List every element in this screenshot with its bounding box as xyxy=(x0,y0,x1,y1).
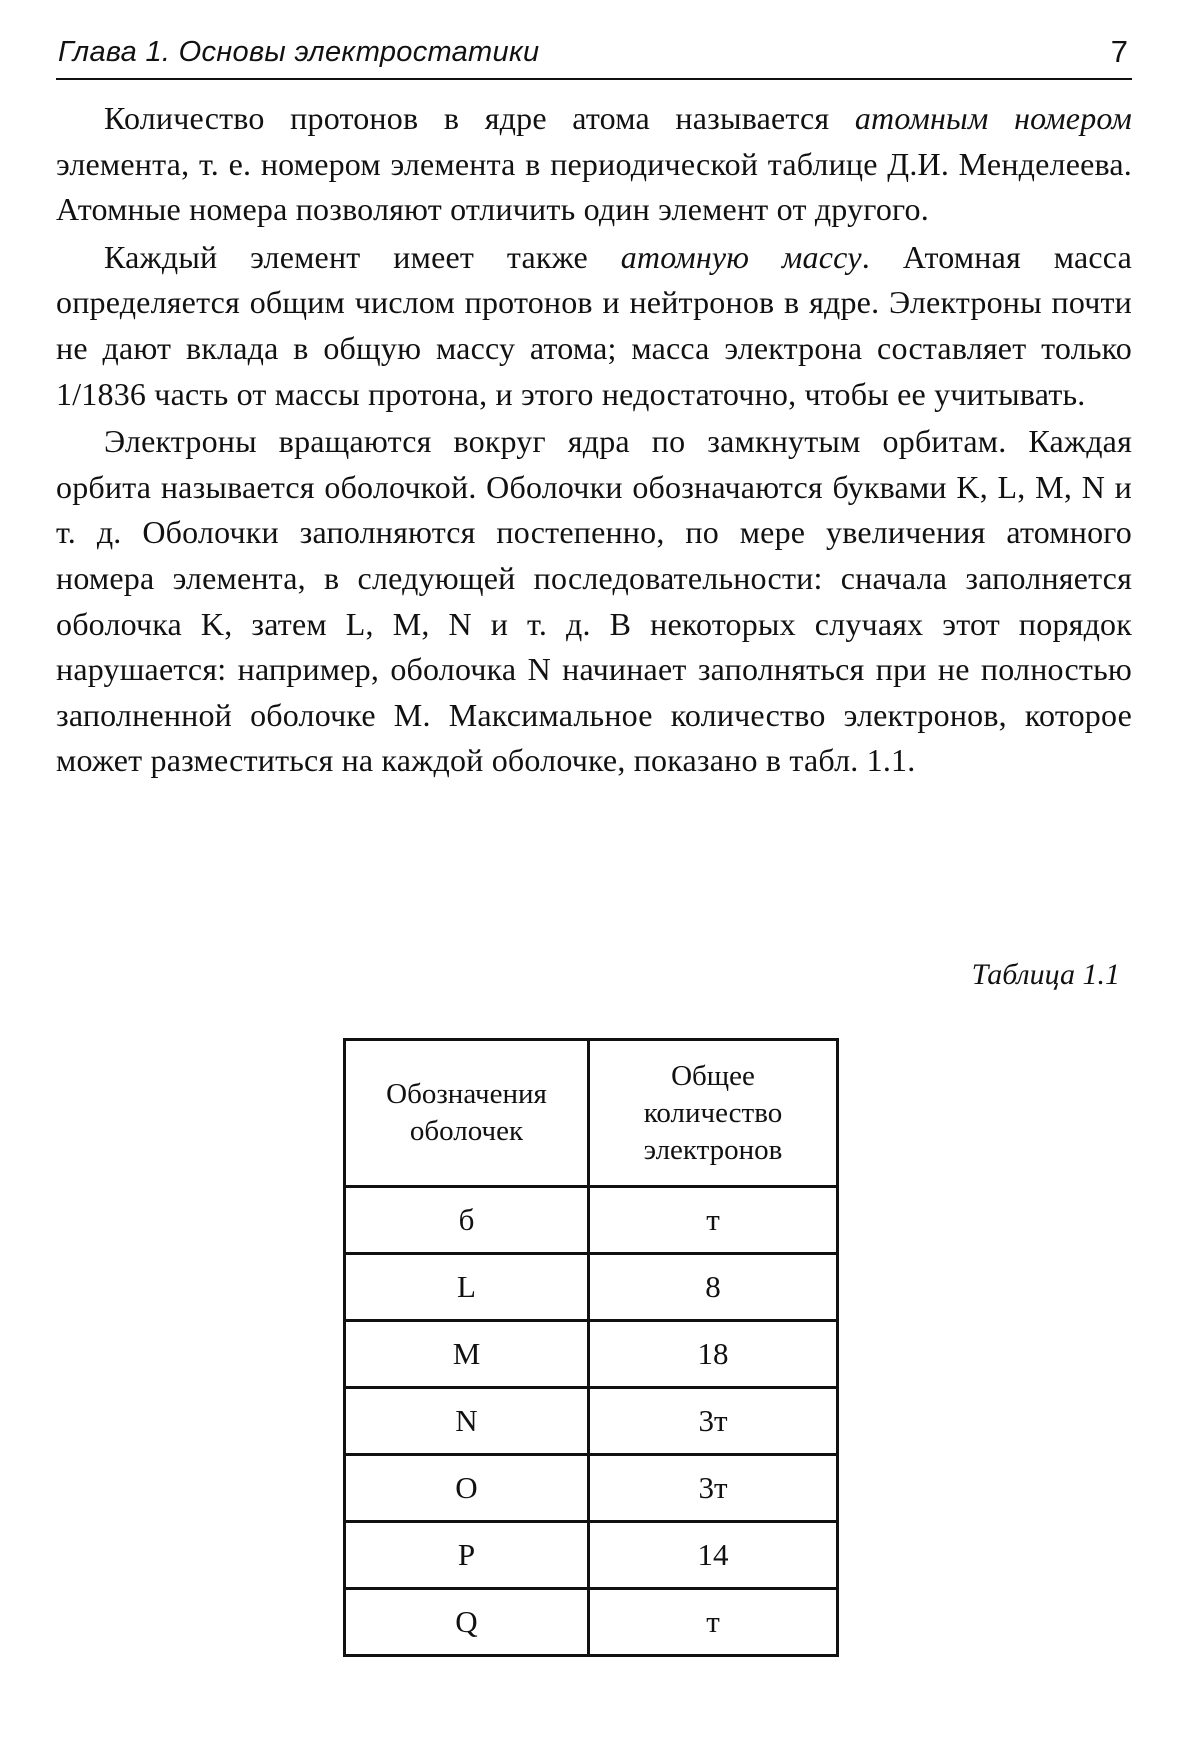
table-row xyxy=(345,1187,838,1254)
chapter-title: Глава 1. Основы электростатики xyxy=(58,36,540,68)
electron-count-cell: 3т xyxy=(589,1388,838,1455)
header-total-electrons: Общее количество электронов xyxy=(589,1040,838,1187)
text-run: Каждый элемент имеет также xyxy=(104,238,621,275)
paragraph xyxy=(56,419,1132,784)
text-run: Количество протонов в ядре атома называется xyxy=(104,100,855,136)
body-text xyxy=(56,96,1132,784)
text-run: . Атомная масса определяется общим числом протонов и нейтронов в ядре. Электроны почти не дают вклада в общую массу атома; масса электрона составляет только 1/1836 часть от массы протона, и этого недостаточно, чтобы ее учитывать. xyxy=(56,238,1132,412)
shell-cell: N xyxy=(345,1388,589,1455)
electron-count-cell: т xyxy=(589,1589,838,1656)
italic-term: атомным номером xyxy=(854,100,1132,136)
electron-count-cell: 8 xyxy=(589,1254,838,1321)
shell-cell: P xyxy=(345,1522,589,1589)
header-shell-designation: Обозначения оболочек xyxy=(345,1040,589,1187)
table-caption: Таблица 1.1 xyxy=(971,958,1120,991)
table-row xyxy=(345,1321,838,1388)
table-row xyxy=(345,1455,838,1522)
table-row xyxy=(345,1589,838,1656)
electron-count-cell: т xyxy=(589,1187,838,1254)
electron-count-cell: 3т xyxy=(589,1455,838,1522)
shell-cell: M xyxy=(345,1321,589,1388)
italic-term: атомную массу xyxy=(620,238,862,275)
table-row xyxy=(345,1254,838,1321)
shell-cell: L xyxy=(345,1254,589,1321)
shell-cell: O xyxy=(345,1455,589,1522)
text-run: Электроны вращаются вокруг ядра по замкнутым орбитам. Каждая орбита называется оболочкой. Оболочки обозначаются буквами K, L, M, N и т. д. Оболочки заполняются постепенно, по мере увеличения атомного номера элемента, в следующей последовательности: сначала заполняется оболочка K, затем L, M, N и т. д. В некоторых случаях этот порядок нарушается: например, оболочка N начинает заполняться при не полностью заполненной оболочке M. Максимальное количество электронов, которое может разместиться на каждой оболочке, показано в табл. 1.1. xyxy=(56,423,1132,779)
shell-cell: б xyxy=(345,1187,589,1254)
electron-count-cell: 18 xyxy=(589,1321,838,1388)
table-row xyxy=(345,1388,838,1455)
electron-shell-table xyxy=(343,1038,839,1657)
table-header-row xyxy=(345,1040,838,1187)
page-number: 7 xyxy=(1110,34,1128,69)
shell-cell: Q xyxy=(345,1589,589,1656)
electron-count-cell: 14 xyxy=(589,1522,838,1589)
table-row xyxy=(345,1522,838,1589)
text-run: элемента, т. е. номером элемента в периодической таблице Д.И. Менделеева. Атомные номера позволяют отличить один элемент от другого. xyxy=(56,145,1132,228)
running-header xyxy=(56,32,1132,80)
paragraph xyxy=(56,235,1132,417)
paragraph xyxy=(56,96,1132,233)
